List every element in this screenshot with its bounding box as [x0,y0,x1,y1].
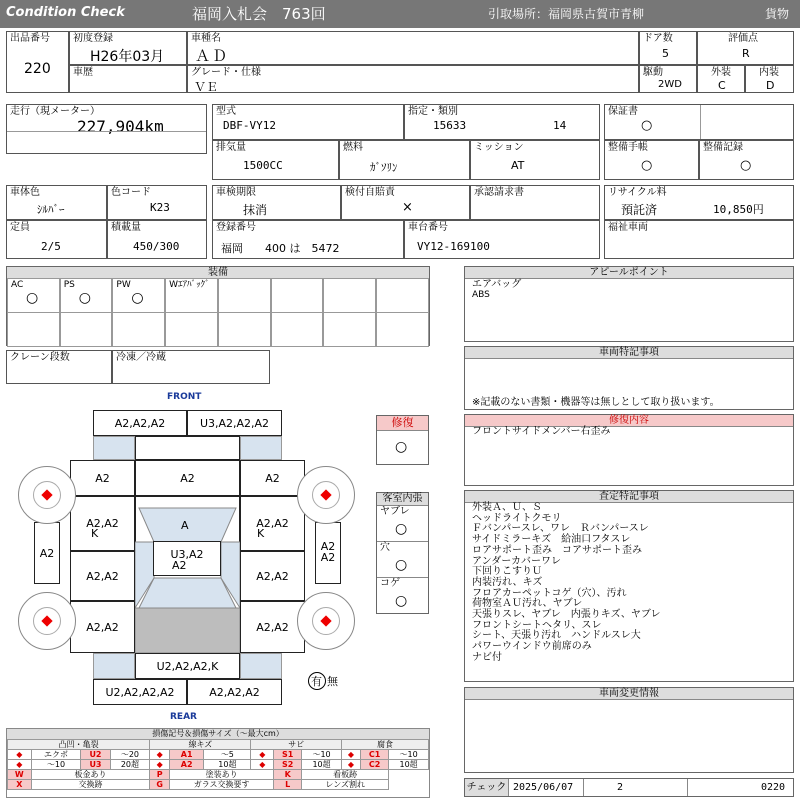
legend-cell: エクボ [31,750,81,760]
repair-detail-panel [464,414,794,486]
mission-label: ミッション [474,142,524,153]
warranty-box [604,104,794,140]
check-date: 2025/06/07 [513,782,574,793]
legend-desc: レンズ割れ [302,780,389,790]
legend-title: 損傷記号＆損傷サイズ（〜最大cm） [7,729,429,740]
equipment-cell [7,278,60,313]
assessment-line: サイドミラーキズ 給油口フタスレ [472,534,631,546]
legend-cell: 〜20 [110,750,150,760]
cabin-trim-box [376,492,429,614]
warranty: ○ [641,118,653,133]
legend-code: L [274,780,302,790]
cabin-title: 客室内張 [377,493,428,506]
equipment-cell [323,278,376,313]
equipment-cell [218,312,271,347]
hood [135,460,240,496]
legend-desc: 交換跡 [31,780,150,790]
assessment-title: 査定特記事項 [465,491,793,503]
assessment-line: 内装汚れ、キズ [472,576,543,588]
assessment-line: 天張りスレ、ヤブレ 内張りキズ、ヤブレ [472,609,661,620]
crane-box [6,350,112,384]
maintenance-record: ○ [740,158,752,173]
welfare-box [604,220,794,259]
check-label: チェック [465,779,509,796]
assessment-line: 荷物室ＡＵ汚れ、ヤブレ [472,598,583,610]
liability-insurance-box [341,185,470,220]
colorcode-label: 色コード [111,187,151,198]
windshield-label: A [181,519,189,532]
legend-code: P [150,770,170,780]
repair-box [376,415,429,465]
cell-label: A2 [265,472,280,485]
cell-label: A2,A2 [256,517,289,530]
repair-mark: ○ [395,439,408,455]
repair-title: 修復 [377,416,428,431]
equipment-cell [271,278,324,313]
recycle-fee: 10,850円 [713,203,764,216]
cell-label: A2,A2 [86,570,119,583]
legend-cell: C1 [361,750,389,760]
equipment-cell [7,312,60,347]
model-box [212,104,404,140]
diamond-icon: ◆ [8,760,32,770]
freezer-box [112,350,270,384]
equipment-cell [60,312,113,347]
legend-group: 線キズ [150,740,251,750]
cargo-floor [135,608,240,653]
cell-label: A2,A2 [256,621,289,634]
recycle-label: リサイクル料 [608,187,667,198]
reg-label: 初度登録 [73,33,113,44]
rear-quarter-left [70,601,135,653]
interior-score: D [766,79,775,92]
wheel-front-left [18,466,76,524]
exterior-score: C [718,79,726,92]
back-door [135,653,240,679]
car-name: ＡＤ [195,47,230,65]
spare-no: 無 [327,675,338,688]
body-color-box [6,185,107,220]
change-panel [464,687,794,773]
legend-cell: 10超 [302,760,342,770]
drive: 2WD [658,79,682,90]
inspection-expiry: 抹消 [243,203,268,217]
check-bar [464,778,794,797]
repair-detail-text: フロントサイドメンバー右歪み [472,426,611,437]
legend-cell: 10超 [204,760,251,770]
special-note: ※記載のない書類・機器等は無しとして取り扱います。 [472,397,720,408]
ext-label: 外装 [711,67,731,78]
model-label: 型式 [216,106,236,117]
warranty-label: 保証書 [608,106,638,117]
score-label: 評価点 [728,33,758,44]
displacement: 1500CC [243,159,283,172]
cell-label: A2 [180,472,195,485]
legend-cell: A2 [170,760,204,770]
disp-label: 排気量 [216,142,246,153]
doors: 5 [662,47,669,60]
legend-cell: C2 [361,760,389,770]
appeal-title: アピールポイント [465,267,793,279]
designation-box [404,104,600,140]
legend-cell: S1 [274,750,302,760]
equipment-cell [112,312,165,347]
assessment-line: ロアサポート歪み コアサポート歪み [472,544,642,556]
legend-desc: 板金あり [31,770,150,780]
diamond-icon: ◆ [150,760,170,770]
displacement-box [212,140,339,180]
cell-label: U3,A2 [170,548,204,561]
side-mirror-right [315,522,341,584]
assessment-line: 下回りこすりＵ [472,566,542,578]
cell-label: A2,A2 [86,517,119,530]
legend-desc: ガラス交換要す [170,780,274,790]
name-label: 車種名 [191,33,221,44]
color-code: K23 [150,201,170,214]
rear-quarter-right [240,601,305,653]
history-box [69,65,187,93]
drive-label: 駆動 [643,67,663,78]
pickup-location: 引取場所：福岡県古賀市青柳 [488,7,645,21]
cell-label: A2 [320,551,336,564]
doors-label: ドア数 [643,33,673,44]
approval-label: 承認請求書 [474,187,524,198]
assessment-line: ヘッドライトクモリ [472,512,562,524]
color-label: 車体色 [10,187,40,198]
equipment-label: Wｴｱﾊﾞｯｸﾞ [169,280,210,290]
model-code: DBF-VY12 [223,119,276,132]
rear-bumper-left [93,679,187,705]
diamond-icon: ◆ [341,760,360,770]
legend-cell: 〜5 [204,750,251,760]
cabin-item-label: 穴 [380,542,390,553]
legend-desc: 看板跡 [302,770,389,780]
manual-box [604,140,699,180]
load-capacity: 450/300 [133,240,180,253]
equipment-cell [376,312,429,347]
taillight-right [240,653,282,679]
record-box [699,140,794,180]
liability-insurance: × [402,200,413,215]
first-registration: H26年03月 [90,49,165,65]
taillight-left [93,653,135,679]
cabin-item-mark: ○ [395,521,408,537]
assessment-line: Ｆバンパースレ、ワレ Ｒバンパースレ [472,523,649,535]
grade-label: グレード・仕様 [191,67,261,78]
mission-box [470,140,600,180]
special-panel [464,346,794,410]
capacity-box [6,220,107,259]
change-title: 車両変更情報 [465,688,793,700]
check-number: 2 [617,782,624,793]
fuel: ｶﾞｿﾘﾝ [370,161,398,174]
recycle-status: 預託済 [621,203,658,217]
grade-box [187,65,639,93]
diamond-icon: ◆ [251,760,274,770]
plate-label: 登録番号 [216,222,256,233]
cell-label: A2,A2,A2 [114,417,166,430]
cell-label: A2 [172,559,187,572]
equipment-cell [165,312,218,347]
record-label: 整備記録 [703,142,743,153]
diamond-icon: ◆ [341,750,360,760]
inspection-box [212,185,341,220]
legend-cell: 20超 [110,760,150,770]
lot-number-box [6,31,69,93]
mileage-label: 走行（現メーター） [10,106,100,117]
equipment-label: AC [11,280,24,290]
legend-desc: 塗装あり [170,770,274,780]
assessment-line: 外装Ａ、Ｕ、Ｓ [472,502,542,513]
appeal-panel [464,266,794,342]
equipment-cell [323,312,376,347]
first-registration-box [69,31,187,65]
legend-cell: U2 [81,750,110,760]
assessment-line: フロアカーペットコゲ（穴）、汚れ [472,587,627,599]
legend-code: W [8,770,32,780]
car-name-box [187,31,639,65]
equipment-label: PS [63,280,75,290]
front-bumper-left [93,410,187,436]
roof [153,541,221,576]
cell-label: K [91,527,99,540]
cell-label: A2,A2 [86,621,119,634]
cell-label: A2 [39,547,55,560]
crane-label: クレーン段数 [10,352,70,363]
rear-door-right [240,551,305,601]
equipment-mark: ○ [26,290,39,306]
appeal-line: ABS [472,290,490,300]
front-fender-left [70,460,135,496]
headlight-right [240,436,282,460]
legend-group: 凸凹・亀裂 [8,740,150,750]
grade: ＶＥ [194,80,219,94]
rear-label: REAR [170,712,197,722]
spare-yes: 有 [311,675,322,688]
equipment-cell [376,278,429,313]
equipment-cell [60,278,113,313]
front-bumper-right [187,410,282,436]
cabin-item-mark: ○ [395,557,408,573]
brand: Condition Check [6,5,125,20]
exterior-box [697,65,745,93]
cell-label: A2,A2 [256,570,289,583]
drive-box [639,65,697,93]
cell-label: A2 [320,540,336,553]
assessment-line: シート、天張り汚れ ハンドルスレ大 [472,630,641,642]
legend-group: 腐食 [341,740,428,750]
wheel-rear-right [297,592,355,650]
body-color: ｼﾙﾊﾞｰ [37,203,65,216]
cap-label: 定員 [10,222,30,233]
cell-label: U2,A2,A2,K [156,660,219,673]
repair-detail-title: 修復内容 [465,415,793,427]
damage-legend [6,728,430,798]
diamond-icon: ◆ [150,750,170,760]
assessment-line: ナビ付 [472,651,502,663]
equipment-mark: ○ [78,290,91,306]
assessment-line: パワーウインドウ前席のみ [472,641,592,653]
rear-door-left [70,551,135,601]
diamond-icon: ◆ [8,750,32,760]
inspect-label: 車検期限 [216,187,256,198]
check-code: 0220 [761,782,786,793]
maintenance-manual: ○ [641,158,653,173]
equipment-cell [165,278,218,313]
recycle-box [604,185,794,220]
cell-label: A2,A2,A2 [209,686,260,699]
legend-code: K [274,770,302,780]
class-number: 14 [553,119,567,132]
manual-label: 整備手帳 [608,142,648,153]
chassis-number: VY12-169100 [417,240,490,253]
lot-number: 220 [24,61,51,77]
rear-window-glass [139,578,236,608]
legend-cell: 〜10 [31,760,81,770]
color-code-box [107,185,207,220]
front-door-left [70,496,135,551]
chassis-box [404,220,600,259]
headlight-left [93,436,135,460]
designation-label: 指定・類別 [408,106,458,117]
fuel-label: 燃料 [343,142,363,153]
front-door-right [240,496,305,551]
cell-label: U2,A2,A2,A2 [105,686,175,699]
welfare-label: 福祉車両 [608,222,648,233]
assessment-line: フロントシートヘタリ、スレ [472,619,602,631]
designation-number: 15633 [433,119,467,132]
capacity: 2/5 [41,240,61,253]
auction-title: 福岡入札会 763回 [192,5,326,23]
lot-label: 出品番号 [10,33,50,44]
front-label: FRONT [167,392,202,402]
equipment-cell [218,278,271,313]
load-box [107,220,207,259]
appeal-line: エアバッグ [472,279,522,290]
chassis-label: 車台番号 [408,222,448,233]
wheel-rear-left [18,592,76,650]
mileage: 227,904km [77,117,164,136]
cell-label: K [257,527,265,540]
history-label: 車歴 [73,67,93,78]
legend-code: G [150,780,170,790]
plate-number: 福岡 400 は 5472 [221,242,340,255]
fuel-box [339,140,470,180]
vehicle-category: 貨物 [765,7,790,21]
approval-box [470,185,600,220]
legend-cell: 〜10 [302,750,342,760]
interior-box [745,65,794,93]
special-title: 車両特記事項 [465,347,793,359]
equipment-panel [6,266,430,346]
assessment-panel [464,490,794,682]
legend-cell: 〜10 [389,750,429,760]
front-fender-right [240,460,305,496]
equipment-title: 装備 [7,267,429,279]
legend-group: サビ [251,740,341,750]
cabin-item-label: コゲ [380,578,400,589]
mission: AT [511,159,525,172]
legend-table [7,739,429,790]
legend-cell: 10超 [389,760,429,770]
assessment-line: アンダーカバーワレ [472,555,561,567]
mileage-box [6,104,207,154]
freezer-label: 冷凍／冷蔵 [116,352,166,363]
cabin-item-label: ヤブレ [380,506,410,517]
equipment-cell [112,278,165,313]
legend-code: X [8,780,32,790]
plate-box [212,220,404,259]
rear-bumper-right [187,679,282,705]
cell-label: U3,A2,A2,A2 [199,417,270,430]
wheel-front-right [297,466,355,524]
legend-cell: A1 [170,750,204,760]
side-mirror-left [34,522,60,584]
load-label: 積載量 [111,222,141,233]
equipment-cell [271,312,324,347]
selfins-label: 検付自賠責 [345,187,395,198]
diamond-icon: ◆ [251,750,274,760]
score: R [742,47,750,60]
doors-box [639,31,697,65]
cell-label: A2 [95,472,110,485]
equipment-mark: ○ [131,290,144,306]
header-bar [0,0,800,28]
legend-cell: S2 [274,760,302,770]
int-label: 内装 [759,67,779,78]
score-box [697,31,794,65]
equipment-label: PW [116,280,131,290]
grille [135,436,240,460]
cabin-item-mark: ○ [395,593,408,609]
legend-cell: U3 [81,760,110,770]
